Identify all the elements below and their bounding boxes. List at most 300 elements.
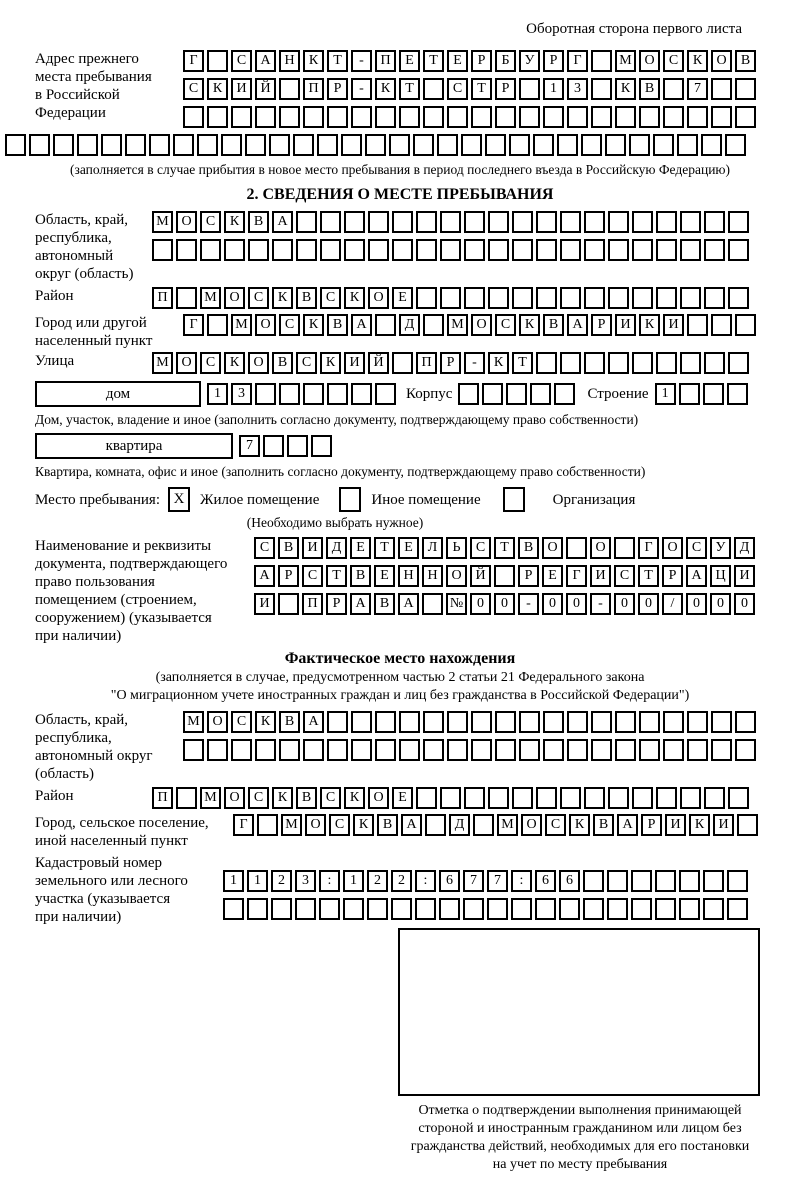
char-cell: Ь — [446, 537, 467, 559]
actual-location-title: Фактическое место нахождения — [284, 650, 516, 667]
char-cell — [368, 211, 389, 233]
char-cell: С — [686, 537, 707, 559]
char-cell — [423, 314, 444, 336]
char-cell — [615, 106, 636, 128]
label-line: гражданства действий, необходимых для его постановки — [410, 1139, 750, 1154]
char-cell — [416, 287, 437, 309]
char-cell: В — [279, 711, 300, 733]
label-line: Наименование и реквизиты — [35, 538, 212, 554]
char-cell — [677, 134, 698, 156]
char-cell — [423, 711, 444, 733]
char-cell — [557, 134, 578, 156]
char-cell: К — [320, 352, 341, 374]
label-line: в Российской — [35, 87, 120, 103]
char-cell — [711, 78, 732, 100]
label-line: места пребывания — [35, 69, 152, 85]
char-cell: О — [662, 537, 683, 559]
char-cell — [263, 435, 284, 457]
char-cell — [375, 106, 396, 128]
document-row-1 — [254, 537, 755, 559]
actual-region-cell-rows — [183, 711, 756, 761]
previous-address-block — [0, 50, 800, 128]
char-cell: 1 — [343, 870, 364, 892]
char-cell: О — [305, 814, 326, 836]
char-cell: И — [231, 78, 252, 100]
char-cell — [375, 711, 396, 733]
apartment-note: Квартира, комната, офис и иное (заполнить согласно документу, подтверждающему право собственности) — [35, 464, 646, 479]
char-cell — [536, 352, 557, 374]
char-cell — [341, 134, 362, 156]
char-cell: К — [207, 78, 228, 100]
char-cell — [656, 239, 677, 261]
char-cell — [351, 739, 372, 761]
char-cell: И — [344, 352, 365, 374]
street-label: Улица — [35, 353, 75, 369]
char-cell: К — [353, 814, 374, 836]
char-cell: Т — [494, 537, 515, 559]
char-cell: Е — [447, 50, 468, 72]
char-cell: Т — [512, 352, 533, 374]
char-cell: Р — [518, 565, 539, 587]
char-cell: Е — [392, 787, 413, 809]
char-cell — [200, 239, 221, 261]
korpus-cells — [458, 383, 575, 405]
char-cell: Т — [471, 78, 492, 100]
char-cell: 0 — [470, 593, 491, 615]
char-cell — [591, 739, 612, 761]
char-cell — [536, 787, 557, 809]
char-cell: П — [375, 50, 396, 72]
char-cell: Г — [183, 314, 204, 336]
char-cell: Е — [399, 50, 420, 72]
char-cell — [655, 870, 676, 892]
char-cell — [632, 211, 653, 233]
char-cell — [735, 78, 756, 100]
char-cell: 7 — [687, 78, 708, 100]
char-cell — [375, 739, 396, 761]
char-cell: О — [176, 352, 197, 374]
char-cell — [303, 383, 324, 405]
char-cell: А — [255, 50, 276, 72]
char-cell — [591, 50, 612, 72]
char-cell — [488, 239, 509, 261]
char-cell — [519, 78, 540, 100]
char-cell: 0 — [542, 593, 563, 615]
char-cell: 0 — [638, 593, 659, 615]
char-cell: О — [542, 537, 563, 559]
char-cell: Р — [278, 565, 299, 587]
char-cell — [224, 239, 245, 261]
char-cell: В — [377, 814, 398, 836]
char-cell — [176, 239, 197, 261]
char-cell: У — [519, 50, 540, 72]
street-row — [152, 352, 749, 374]
char-cell: И — [663, 314, 684, 336]
char-cell: О — [471, 314, 492, 336]
char-cell — [583, 898, 604, 920]
char-cell: - — [351, 78, 372, 100]
label-line: участка (указывается — [35, 891, 171, 907]
char-cell — [440, 239, 461, 261]
char-cell: Т — [374, 537, 395, 559]
char-cell: Р — [326, 593, 347, 615]
char-cell — [422, 593, 443, 615]
char-cell — [255, 383, 276, 405]
char-cell — [303, 106, 324, 128]
char-cell: С — [329, 814, 350, 836]
char-cell — [440, 287, 461, 309]
actual-city-label — [0, 814, 233, 850]
char-cell — [725, 134, 746, 156]
char-cell: 1 — [207, 383, 228, 405]
label-line: Федерации — [35, 105, 106, 121]
char-cell — [615, 739, 636, 761]
house-number-cells — [207, 383, 396, 405]
document-row-3 — [254, 593, 755, 615]
actual-district-block — [0, 787, 800, 809]
char-cell — [271, 898, 292, 920]
previous-address-row-2 — [183, 78, 756, 100]
char-cell — [351, 711, 372, 733]
char-cell: С — [254, 537, 275, 559]
char-cell — [711, 711, 732, 733]
char-cell — [77, 134, 98, 156]
char-cell: У — [710, 537, 731, 559]
char-cell: С — [296, 352, 317, 374]
char-cell: О — [207, 711, 228, 733]
label-line: Город или другой — [35, 315, 147, 331]
char-cell: С — [248, 787, 269, 809]
char-cell: С — [279, 314, 300, 336]
char-cell — [519, 711, 540, 733]
char-cell — [506, 383, 527, 405]
char-cell: И — [665, 814, 686, 836]
city-row — [183, 314, 756, 336]
previous-address-note: (заполняется в случае прибытия в новое место пребывания в период последнего въезда в Российскую Федерацию) — [69, 162, 731, 177]
char-cell: 7 — [463, 870, 484, 892]
char-cell: А — [254, 565, 275, 587]
char-cell — [607, 898, 628, 920]
char-cell: Г — [638, 537, 659, 559]
char-cell: В — [248, 211, 269, 233]
char-cell — [663, 739, 684, 761]
char-cell — [631, 898, 652, 920]
region-cell-rows — [152, 211, 749, 261]
char-cell — [735, 739, 756, 761]
char-cell: 1 — [223, 870, 244, 892]
document-row-2 — [254, 565, 755, 587]
char-cell: 0 — [614, 593, 635, 615]
char-cell — [584, 211, 605, 233]
char-cell: 7 — [487, 870, 508, 892]
char-cell: 3 — [295, 870, 316, 892]
char-cell — [512, 211, 533, 233]
char-cell — [389, 134, 410, 156]
char-cell: П — [416, 352, 437, 374]
char-cell — [566, 537, 587, 559]
char-cell: А — [398, 593, 419, 615]
char-cell: Й — [368, 352, 389, 374]
char-cell: Е — [392, 287, 413, 309]
char-cell — [464, 211, 485, 233]
char-cell — [485, 134, 506, 156]
char-cell: О — [255, 314, 276, 336]
char-cell: В — [272, 352, 293, 374]
char-cell: П — [303, 78, 324, 100]
previous-address-row-3 — [183, 106, 756, 128]
char-cell — [581, 134, 602, 156]
char-cell: : — [415, 870, 436, 892]
char-cell — [207, 739, 228, 761]
char-cell — [679, 870, 700, 892]
char-cell — [278, 593, 299, 615]
cadastral-label — [0, 854, 223, 926]
char-cell: В — [278, 537, 299, 559]
char-cell — [591, 78, 612, 100]
char-cell — [560, 787, 581, 809]
char-cell: М — [281, 814, 302, 836]
label-line: "О миграционном учете иностранных граждан и лиц без гражданства в Российской Федерации") — [110, 688, 690, 703]
char-cell: С — [320, 287, 341, 309]
char-cell — [728, 787, 749, 809]
char-cell: Н — [422, 565, 443, 587]
char-cell — [464, 787, 485, 809]
char-cell: О — [590, 537, 611, 559]
char-cell — [704, 239, 725, 261]
char-cell — [392, 211, 413, 233]
char-cell — [559, 898, 580, 920]
label-line: Отметка о подтверждении выполнения принимающей — [418, 1103, 742, 1118]
label-line: стороной и иностранным гражданином или лицом без — [418, 1121, 742, 1136]
char-cell — [29, 134, 50, 156]
label-line: Город, сельское поселение, — [35, 815, 209, 831]
district-label: Район — [35, 288, 74, 304]
char-cell — [257, 814, 278, 836]
confirmation-stamp-caption — [395, 1102, 765, 1174]
char-cell: : — [511, 870, 532, 892]
label-line: (область) — [35, 766, 94, 782]
char-cell — [125, 134, 146, 156]
char-cell: Д — [326, 537, 347, 559]
previous-address-label — [0, 50, 183, 122]
char-cell — [327, 106, 348, 128]
street-block — [0, 352, 800, 374]
char-cell — [416, 239, 437, 261]
char-cell: В — [639, 78, 660, 100]
label-line: помещением (строением, — [35, 592, 197, 608]
checkbox-residential: X — [168, 487, 190, 512]
char-cell — [536, 287, 557, 309]
char-cell: С — [470, 537, 491, 559]
char-cell — [584, 287, 605, 309]
actual-region-row-2 — [183, 739, 756, 761]
char-cell — [711, 314, 732, 336]
char-cell — [728, 287, 749, 309]
cadastral-row-1 — [223, 870, 748, 892]
char-cell: 3 — [567, 78, 588, 100]
char-cell: С — [614, 565, 635, 587]
char-cell — [344, 211, 365, 233]
char-cell — [735, 711, 756, 733]
char-cell: Р — [543, 50, 564, 72]
char-cell: М — [447, 314, 468, 336]
char-cell — [680, 352, 701, 374]
char-cell — [632, 787, 653, 809]
char-cell — [207, 106, 228, 128]
char-cell: Й — [255, 78, 276, 100]
char-cell — [655, 898, 676, 920]
char-cell: О — [521, 814, 542, 836]
confirmation-stamp-box — [398, 928, 760, 1096]
char-cell — [440, 787, 461, 809]
char-cell: 1 — [655, 383, 676, 405]
char-cell — [679, 898, 700, 920]
char-cell — [152, 239, 173, 261]
char-cell — [567, 739, 588, 761]
checkbox-organization — [503, 487, 525, 512]
char-cell — [554, 383, 575, 405]
char-cell — [728, 211, 749, 233]
char-cell — [437, 134, 458, 156]
char-cell — [680, 211, 701, 233]
char-cell: И — [615, 314, 636, 336]
char-cell — [535, 898, 556, 920]
char-cell — [471, 739, 492, 761]
char-cell — [295, 898, 316, 920]
char-cell: А — [303, 711, 324, 733]
char-cell: К — [272, 787, 293, 809]
char-cell: М — [231, 314, 252, 336]
label-line: автономный — [35, 248, 114, 264]
char-cell — [495, 739, 516, 761]
char-cell — [494, 565, 515, 587]
char-cell — [367, 898, 388, 920]
char-cell — [687, 314, 708, 336]
char-cell: Т — [399, 78, 420, 100]
char-cell: А — [272, 211, 293, 233]
char-cell: О — [639, 50, 660, 72]
char-cell: Е — [542, 565, 563, 587]
char-cell — [687, 106, 708, 128]
char-cell — [680, 239, 701, 261]
char-cell — [560, 287, 581, 309]
char-cell — [727, 383, 748, 405]
char-cell — [711, 106, 732, 128]
char-cell — [663, 106, 684, 128]
char-cell — [488, 211, 509, 233]
char-cell — [101, 134, 122, 156]
char-cell — [425, 814, 446, 836]
char-cell — [327, 711, 348, 733]
actual-district-row — [152, 787, 749, 809]
district-row — [152, 287, 749, 309]
char-cell: 2 — [367, 870, 388, 892]
char-cell: К — [569, 814, 590, 836]
char-cell — [440, 211, 461, 233]
char-cell: К — [689, 814, 710, 836]
char-cell — [512, 239, 533, 261]
char-cell — [207, 314, 228, 336]
char-cell — [632, 287, 653, 309]
actual-location-note — [0, 669, 800, 705]
char-cell: Т — [423, 50, 444, 72]
char-cell — [512, 787, 533, 809]
char-cell — [591, 106, 612, 128]
char-cell — [399, 711, 420, 733]
option-organization-label: Организация — [552, 491, 636, 508]
char-cell — [495, 711, 516, 733]
char-cell: С — [447, 78, 468, 100]
char-cell: А — [351, 314, 372, 336]
option-other-premises-label: Иное помещение — [371, 491, 481, 508]
actual-region-block — [0, 711, 800, 783]
char-cell — [632, 352, 653, 374]
char-cell — [53, 134, 74, 156]
char-cell — [711, 739, 732, 761]
char-cell: Н — [398, 565, 419, 587]
char-cell — [728, 239, 749, 261]
label-line: (заполняется в случае, предусмотренном частью 2 статьи 21 Федерального закона — [155, 670, 645, 685]
char-cell: Г — [566, 565, 587, 587]
char-cell — [320, 239, 341, 261]
char-cell: - — [590, 593, 611, 615]
document-block — [0, 537, 800, 645]
label-line: населенный пункт — [35, 333, 153, 349]
cadastral-block — [0, 854, 800, 926]
char-cell — [663, 78, 684, 100]
char-cell: К — [488, 352, 509, 374]
char-cell — [471, 106, 492, 128]
char-cell — [629, 134, 650, 156]
char-cell — [495, 106, 516, 128]
char-cell — [248, 239, 269, 261]
char-cell — [656, 211, 677, 233]
char-cell: С — [495, 314, 516, 336]
char-cell — [351, 383, 372, 405]
region-block — [0, 211, 800, 283]
label-line: право пользования — [35, 574, 155, 590]
char-cell — [447, 739, 468, 761]
char-cell: Т — [327, 50, 348, 72]
char-cell: К — [639, 314, 660, 336]
checkbox-other-premises — [339, 487, 361, 512]
char-cell — [391, 898, 412, 920]
char-cell — [511, 898, 532, 920]
char-cell — [533, 134, 554, 156]
stay-type-label: Место пребывания: — [35, 491, 160, 508]
label-line: документа, подтверждающего — [35, 556, 228, 572]
char-cell — [293, 134, 314, 156]
char-cell: С — [200, 352, 221, 374]
char-cell: М — [497, 814, 518, 836]
char-cell: В — [327, 314, 348, 336]
char-cell — [704, 352, 725, 374]
char-cell: К — [687, 50, 708, 72]
char-cell: О — [248, 352, 269, 374]
label-line: сооружением) (указывается — [35, 610, 212, 626]
label-line: земельного или лесного — [35, 873, 188, 889]
char-cell — [680, 287, 701, 309]
label-line: иной населенный пункт — [35, 833, 188, 849]
char-cell: Ц — [710, 565, 731, 587]
char-cell — [704, 287, 725, 309]
char-cell: - — [518, 593, 539, 615]
label-line: округ (область) — [35, 266, 134, 282]
char-cell: 7 — [239, 435, 260, 457]
char-cell — [5, 134, 26, 156]
char-cell — [176, 287, 197, 309]
char-cell — [703, 898, 724, 920]
